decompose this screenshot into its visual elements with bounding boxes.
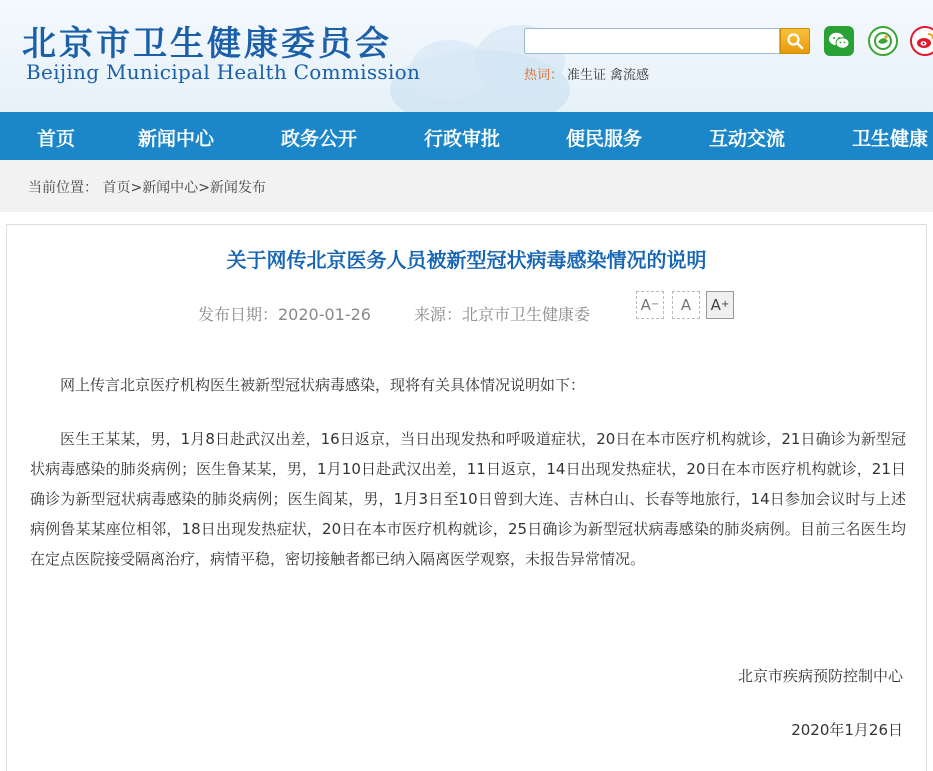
header-decoration xyxy=(380,0,580,112)
weibo-icon xyxy=(915,31,933,51)
font-reset-label: A xyxy=(680,296,692,314)
search-icon xyxy=(786,32,804,50)
font-decrease-label: A xyxy=(640,296,651,314)
search-input[interactable] xyxy=(524,28,780,54)
hot-words-label: 热词： xyxy=(524,68,564,83)
hot-word-link[interactable]: 禽流感 xyxy=(610,68,650,83)
site-logo-chinese[interactable]: 北京市卫生健康委员会 xyxy=(22,24,392,64)
nav-item-health[interactable]: 卫生健康 xyxy=(852,128,929,150)
breadcrumb-separator: > xyxy=(130,180,143,196)
font-decrease-button[interactable] xyxy=(636,291,664,319)
nav-item-interaction[interactable]: 互动交流 xyxy=(709,128,786,150)
site-header xyxy=(0,0,933,112)
article-paragraph: 医生王某某，男，1月8日赴武汉出差，16日返京，当日出现发热和呼吸道症状，20日在本市医疗机构就诊，21日确诊为新型冠状病毒感染的肺炎病例；医生鲁某某，男，1月10日赴武汉出差，11日返京，14日出现发热症状，20日在本市医疗机构就诊，21日确诊为新型冠状病毒感染的肺炎病例；医生阎某，男，1月3日至10日曾到大连、吉林白山、长春等地旅行，14日参加会议时与上述病例鲁某某座位相邻，18日出现发热症状，20日在本市医疗机构就诊，25日确诊为新型冠状病毒感染的肺炎病例。目前三名医生均在定点医院接受隔离治疗，病情平稳，密切接触者都已纳入隔离医学观察，未报告异常情况。 xyxy=(30,430,906,568)
breadcrumb-link-news[interactable]: 新闻中心 xyxy=(142,180,199,196)
wechat-button[interactable] xyxy=(824,26,854,56)
site-logo-english[interactable]: Beijing Municipal Health Commission xyxy=(26,60,421,84)
nav-item-government[interactable]: 政务公开 xyxy=(281,128,358,150)
breadcrumb-link-release[interactable]: 新闻发布 xyxy=(209,180,266,196)
nav-item-home[interactable]: 首页 xyxy=(37,128,76,150)
article-paragraph: 网上传言北京医疗机构医生被新型冠状病毒感染，现将有关具体情况说明如下： xyxy=(60,376,586,394)
hot-words xyxy=(524,64,649,83)
breadcrumb-bar xyxy=(0,160,933,212)
search-button[interactable] xyxy=(780,28,810,54)
nav-item-services[interactable]: 便民服务 xyxy=(566,128,643,150)
breadcrumb-label: 当前位置： xyxy=(28,180,98,196)
minus-icon: − xyxy=(650,299,660,310)
weibo-green-icon xyxy=(873,31,893,51)
nav-item-approval[interactable]: 行政审批 xyxy=(424,128,501,150)
article-title: 关于网传北京医务人员被新型冠状病毒感染情况的说明 xyxy=(226,248,707,272)
font-increase-button[interactable] xyxy=(706,291,734,319)
breadcrumb-link-home[interactable]: 首页 xyxy=(102,180,131,196)
article-signature: 北京市疾病预防控制中心 xyxy=(737,667,903,685)
plus-icon: + xyxy=(720,299,730,310)
hot-word-link[interactable]: 准生证 xyxy=(567,68,607,83)
publish-date: 发布日期：2020-01-26 xyxy=(198,305,371,324)
article-source: 来源：北京市卫生健康委 xyxy=(414,305,591,324)
breadcrumb xyxy=(28,177,266,197)
weibo-button[interactable] xyxy=(910,26,933,56)
font-increase-label: A xyxy=(710,296,721,314)
main-nav xyxy=(0,112,933,160)
wechat-icon xyxy=(828,31,850,51)
weibo-green-button[interactable] xyxy=(868,26,898,56)
font-reset-button[interactable] xyxy=(672,291,700,319)
nav-item-news[interactable]: 新闻中心 xyxy=(138,128,215,150)
breadcrumb-separator: > xyxy=(198,180,210,196)
article-date: 2020年1月26日 xyxy=(791,721,903,739)
